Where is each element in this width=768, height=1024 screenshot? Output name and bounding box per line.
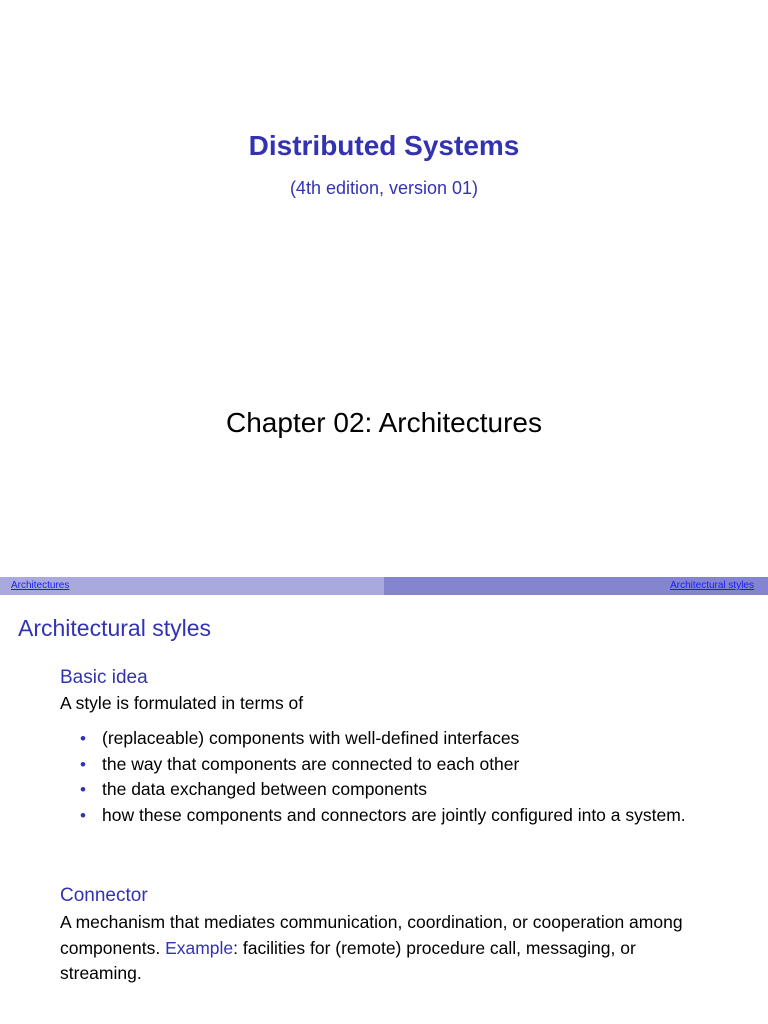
style-bullet-list [80,726,700,828]
example-label: Example [165,937,234,958]
navbar-right-section [384,577,768,595]
connector-definition [60,910,700,987]
chapter-title: Chapter 02: Architectures [226,407,542,438]
basic-idea-intro: A style is formulated in terms of [60,693,304,713]
list-item [80,726,700,752]
bullet-icon: • [80,729,86,748]
bullet-text: the data exchanged between components [102,779,427,799]
bullet-text: the way that components are connected to each other [102,753,520,774]
connector-text-part1: A mechanism that mediates communication, coordination, or cooperation among components. [60,912,683,958]
connector-text-part2: : facilities for (remote) procedure call, messaging, or streaming. [60,937,636,983]
bullet-text: how these components and connectors are jointly configured into a system. [102,804,686,825]
nav-link-architectures[interactable]: Architectures [11,580,70,591]
bullet-icon: • [80,805,86,825]
presentation-title: Distributed Systems [248,130,520,161]
section-navbar [0,577,768,595]
basic-idea-heading: Basic idea [60,667,148,688]
bullet-text: (replaceable) components with well-defined interfaces [102,728,520,748]
frame-title: Architectural styles [18,615,212,641]
nav-link-architectural-styles[interactable]: Architectural styles [670,580,754,591]
list-item [80,803,700,829]
list-item [80,777,700,803]
bullet-icon: • [80,780,86,799]
presentation-subtitle: (4th edition, version 01) [289,178,479,198]
navbar-left-section [0,577,384,595]
connector-heading: Connector [60,885,148,906]
bullet-icon: • [80,754,86,774]
list-item [80,752,700,778]
